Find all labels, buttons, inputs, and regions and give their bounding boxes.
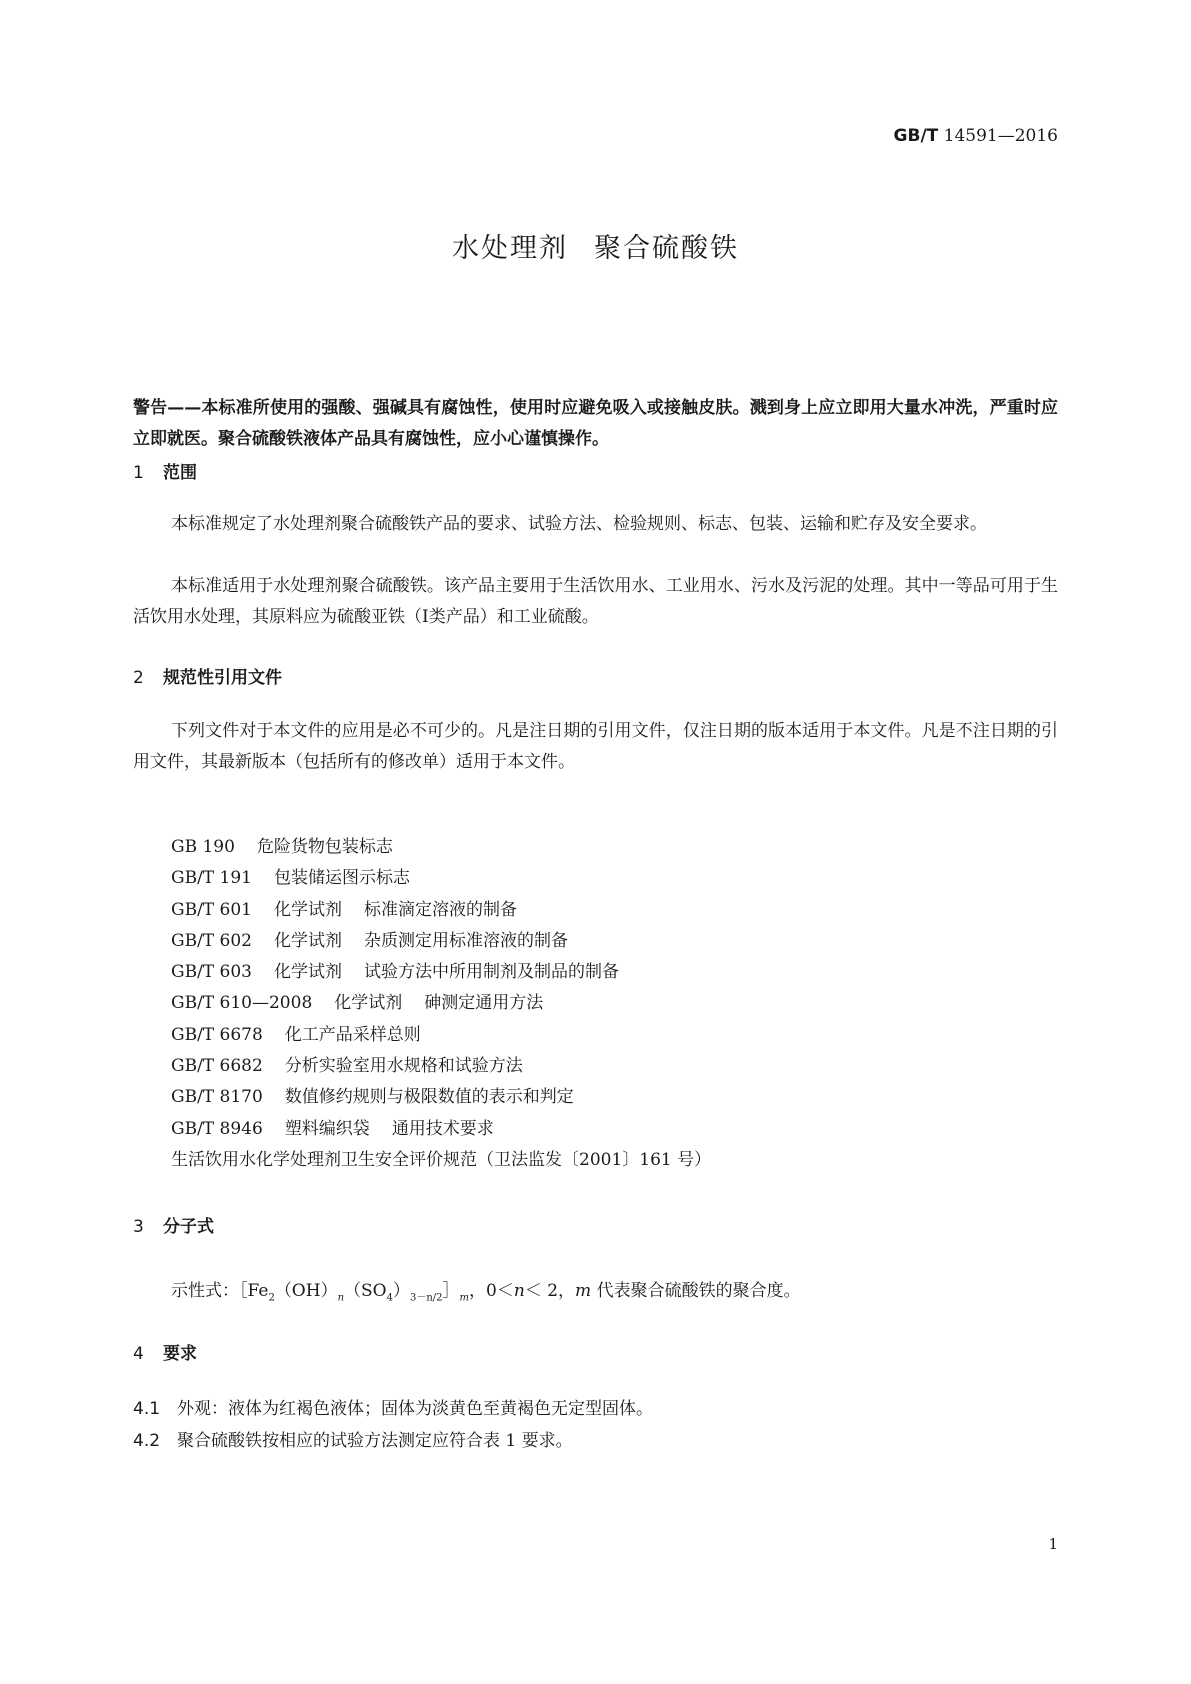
clause-4-1: 4.1 外观：液体为红褐色液体；固体为淡黄色至黄褐色无定型固体。 — [133, 1399, 653, 1419]
reference-item: GB/T 610—2008 化学试剂 砷测定通用方法 — [171, 993, 544, 1014]
section-1-para-2: 本标准适用于水处理剂聚合硫酸铁。该产品主要用于生活饮用水、工业用水、污水及污泥的处理。其中一等品可用于生活饮用水处理，其原料应为硫酸亚铁（Ⅰ类产品）和工业硫酸。 — [133, 576, 1058, 627]
section-title: 范围 — [163, 463, 197, 483]
standard-code: GB/T — [893, 126, 939, 146]
standard-number — [894, 126, 1058, 146]
reference-item: GB/T 191 包装储运图示标志 — [171, 868, 410, 889]
reference-item: GB/T 603 化学试剂 试验方法中所用制剂及制品的制备 — [171, 962, 619, 983]
reference-item: GB/T 6678 化工产品采样总则 — [171, 1024, 421, 1045]
section-number: 4 — [133, 1344, 144, 1364]
section-4-heading — [133, 1339, 197, 1364]
reference-list — [171, 832, 711, 1176]
reference-item: GB/T 6682 分析实验室用水规格和试验方法 — [171, 1056, 523, 1077]
chemical-formula: 示性式：$[Fe_2(OH)_n(SO_4)_{3-n/2}]_m$，0＜n＜ 2，m 代表聚合硫酸铁的聚合度。 — [171, 1281, 801, 1304]
clause-4-2: 4.2 聚合硫酸铁按相应的试验方法测定应符合表 1 要求。 — [133, 1431, 573, 1451]
title-part2: 聚合硫酸铁 — [594, 233, 739, 264]
reference-item: GB 190 危险货物包装标志 — [171, 837, 393, 857]
reference-item: GB/T 8170 数值修约规则与极限数值的表示和判定 — [171, 1087, 574, 1108]
section-number: 3 — [133, 1217, 144, 1237]
reference-item: GB/T 602 化学试剂 杂质测定用标准溶液的制备 — [171, 930, 568, 951]
reference-item: 生活饮用水化学处理剂卫生安全评价规范（卫法监发〔2001〕161 号） — [171, 1149, 712, 1170]
section-2-intro: 下列文件对于本文件的应用是必不可少的。凡是注日期的引用文件，仅注日期的版本适用于本文件。凡是不注日期的引用文件，其最新版本（包括所有的修改单）适用于本文件。 — [133, 721, 1058, 772]
reference-item: GB/T 601 化学试剂 标准滴定溶液的制备 — [171, 899, 517, 920]
document-title — [0, 226, 1191, 265]
standard-id: 14591—2016 — [943, 126, 1058, 146]
section-title: 要求 — [163, 1344, 197, 1364]
page-number: 1 — [1048, 1535, 1058, 1553]
title-part1: 水处理剂 — [452, 233, 568, 264]
section-1-para-1: 本标准规定了水处理剂聚合硫酸铁产品的要求、试验方法、检验规则、标志、包装、运输和贮存及安全要求。 — [171, 514, 987, 534]
section-2-heading — [133, 663, 282, 688]
section-3-heading — [133, 1212, 214, 1237]
reference-item: GB/T 8946 塑料编织袋 通用技术要求 — [171, 1118, 494, 1139]
section-number: 1 — [133, 463, 144, 483]
section-number: 2 — [133, 668, 144, 688]
section-1-heading — [133, 458, 197, 483]
warning-paragraph: 警告——本标准所使用的强酸、强碱具有腐蚀性，使用时应避免吸入或接触皮肤。溅到身上应立即用大量水冲洗，严重时应立即就医。聚合硫酸铁液体产品具有腐蚀性，应小心谨慎操作。 — [133, 398, 1058, 449]
section-title: 规范性引用文件 — [163, 668, 282, 688]
section-title: 分子式 — [163, 1217, 214, 1237]
